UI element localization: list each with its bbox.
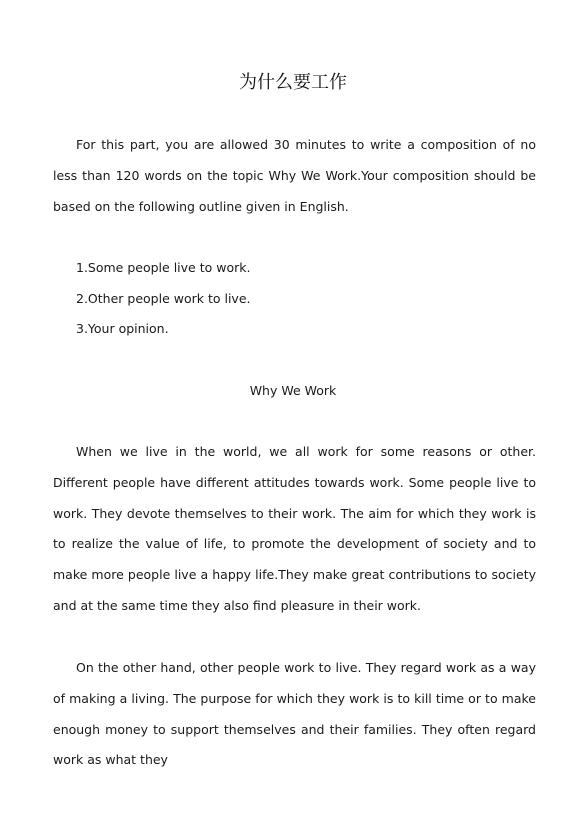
essay-paragraph: When we live in the world, we all work for some reasons or other. Different people have different attitudes towards work. Some people live to work. They devote themselves to their work. The aim for which they work is to realize the value of life, to promote the development of society and to make more people live a happy life.They make great contributions to society and at the same time they also find pleasure in their work. xyxy=(53,444,536,613)
outline-item: 1.Some people live to work. xyxy=(76,260,251,275)
essay-paragraph: On the other hand, other people work to live. They regard work as a way of making a living. The purpose for which they work is to kill time or to make enough money to support themselves and their families. They often regard work as what they xyxy=(53,660,536,768)
outline-item: 3.Your opinion. xyxy=(76,321,169,337)
outline-item: 2.Other people work to live. xyxy=(76,290,251,306)
instructions-paragraph: For this part, you are allowed 30 minutes to write a composition of no less than 120 words on the topic Why We Work.Your composition should be based on the following outline given in English. xyxy=(53,137,536,214)
outline-list xyxy=(76,253,251,345)
essay-title: Why We Work xyxy=(249,383,337,398)
document-title: 为什么要工作 xyxy=(239,72,347,93)
